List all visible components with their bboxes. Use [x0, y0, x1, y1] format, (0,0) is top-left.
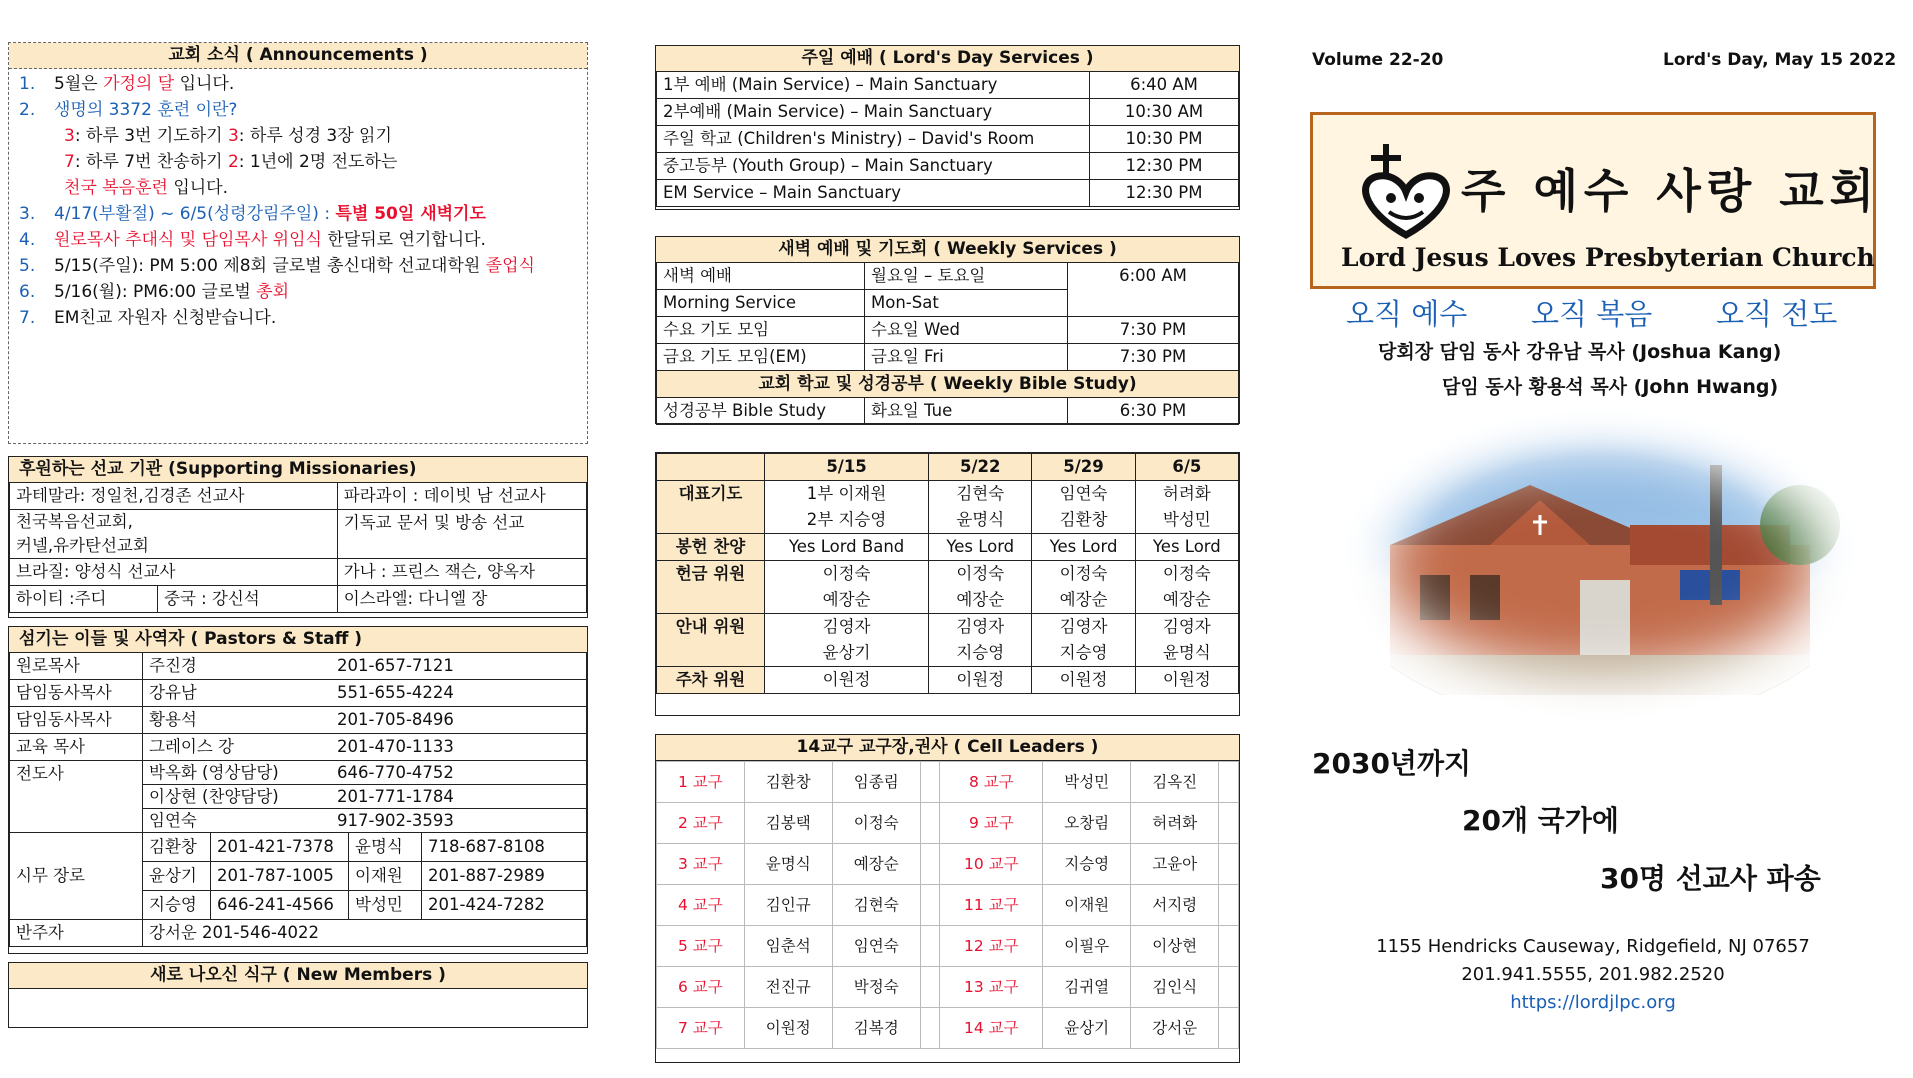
announcement-item: [19, 253, 535, 279]
schedule-row: [657, 614, 1239, 667]
service-time: 7:30 PM: [1068, 344, 1239, 371]
service-row: [657, 72, 1239, 99]
staff-row: [10, 653, 587, 680]
schedule-cell: [765, 667, 929, 694]
announcement-text: : 하루 7번 찬송하기: [74, 152, 228, 172]
schedule-person: 이정숙: [1162, 564, 1211, 583]
leader-name: 김현숙: [832, 885, 920, 926]
schedule-person: 예장순: [956, 590, 1005, 609]
announcement-text: : 하루 성경 3장 읽기: [238, 126, 392, 146]
schedule-person: 김환창: [1059, 510, 1108, 529]
weekly-table: [656, 262, 1239, 425]
cell-leaders-panel: [655, 734, 1240, 1063]
slogan-item: 오직 복음: [1531, 297, 1653, 331]
new-members-title: 새로 나오신 식구 ( New Members ): [9, 963, 587, 989]
announcement-text: 총회: [256, 282, 290, 302]
service-name: 2부예배 (Main Service) – Main Sanctuary: [657, 99, 1090, 126]
schedule-person: 허려화: [1162, 484, 1211, 503]
schedule-person: 박성민: [1162, 510, 1211, 529]
vision-line-3: 30명 선교사 파송: [1600, 862, 1821, 895]
leader-name: 김복경: [832, 1008, 920, 1049]
date-label: Lord's Day, May 15 2022: [1663, 50, 1897, 70]
missionaries-title: 후원하는 선교 기관 (Supporting Missionaries): [9, 457, 587, 483]
schedule-person: 2부 지승영: [806, 510, 887, 529]
missionaries-panel: [8, 456, 588, 618]
announcement-text: : 1년에 2명 전도하는: [238, 152, 398, 172]
service-time: 6:00 AM: [1068, 263, 1239, 317]
schedule-person: 예장순: [822, 590, 871, 609]
schedule-person: 김영자: [1162, 617, 1211, 636]
district-label: 2 교구: [657, 803, 745, 844]
staff-row: [10, 707, 587, 734]
service-day: 월요일 – 토요일: [865, 263, 1068, 290]
schedule-table: [656, 453, 1239, 694]
district-label: 7 교구: [657, 1008, 745, 1049]
service-day: 금요일 Fri: [865, 344, 1068, 371]
service-name: EM Service – Main Sanctuary: [657, 180, 1090, 207]
missionary-text: 커넬,유카탄선교회: [16, 536, 149, 555]
schedule-corner: [657, 454, 765, 481]
schedule-person: 김영자: [956, 617, 1005, 636]
leader-name: 지승영: [1043, 844, 1131, 885]
schedule-person: 지승영: [956, 643, 1005, 662]
staff-role: 시무 장로: [10, 833, 143, 920]
staff-info: [143, 761, 587, 785]
schedule-cell: [1135, 481, 1238, 534]
schedule-cell: [929, 561, 1032, 614]
cell-leaders-table: [656, 761, 1239, 1049]
schedule-row-label: 봉헌 찬양: [657, 534, 765, 561]
senior-pastor: 당회장 담임 동사 강유남 목사 (Joshua Kang): [1378, 341, 1782, 363]
announcement-number: 7.: [19, 308, 36, 328]
leader-name: 이정숙: [832, 803, 920, 844]
announcement-text: : 하루 3번 기도하기: [74, 126, 228, 146]
staff-row: [10, 833, 587, 862]
staff-phone: 917-902-3593: [337, 811, 454, 830]
missionary-cell: 중국 : 강신석: [158, 586, 338, 613]
schedule-cell: [929, 534, 1032, 561]
schedule-person: Yes Lord: [946, 537, 1015, 556]
empty-cell: [1219, 803, 1239, 844]
bible-study-title: 교회 학교 및 성경공부 ( Weekly Bible Study): [657, 371, 1239, 398]
district-label: 10 교구: [940, 844, 1043, 885]
leader-name: 강서운: [1131, 1008, 1219, 1049]
slogan-item: 오직 예수: [1346, 297, 1468, 331]
missionaries-table: [9, 482, 587, 613]
schedule-row: [657, 481, 1239, 534]
announcement-number: 4.: [19, 230, 36, 250]
schedule-person: 임연숙: [1059, 484, 1108, 503]
schedule-row: [657, 534, 1239, 561]
schedule-person: 김영자: [822, 617, 871, 636]
schedule-date: 5/15: [765, 454, 929, 481]
service-day: 화요일 Tue: [865, 398, 1068, 425]
missionary-cell: 파라과이 : 데이빗 남 선교사: [337, 483, 586, 510]
service-row: [657, 153, 1239, 180]
vision-line-1: 2030년까지: [1312, 747, 1472, 780]
schedule-person: 윤명식: [1162, 643, 1211, 662]
announcement-text: 5/15(주일): PM 5:00 제8회 글로벌 총신대학 선교대학원: [54, 256, 486, 276]
cell-leaders-title: 14교구 교구장,권사 ( Cell Leaders ): [656, 735, 1239, 761]
announcement-text: 5/16(월): PM6:00 글로벌: [54, 282, 257, 302]
district-label: 11 교구: [940, 885, 1043, 926]
leader-name: 임연숙: [832, 926, 920, 967]
schedule-person: 1부 이재원: [806, 484, 887, 503]
elder-name: 이재원: [349, 862, 422, 891]
weekly-panel: [655, 236, 1240, 424]
leader-name: 서지령: [1131, 885, 1219, 926]
logo-english-name: Lord Jesus Loves Presbyterian Church: [1341, 243, 1875, 272]
schedule-date: 5/29: [1032, 454, 1135, 481]
schedule-date: 6/5: [1135, 454, 1238, 481]
staff-name: 황용석: [149, 710, 197, 729]
slogan-item: 오직 전도: [1716, 297, 1838, 331]
announcement-number: 2.: [19, 100, 36, 120]
staff-role: 반주자: [10, 920, 143, 947]
empty-cell: [1219, 1008, 1239, 1049]
staff-name: 이상현 (찬양담당): [149, 787, 279, 806]
empty-cell: [920, 762, 940, 803]
empty-cell: [1219, 885, 1239, 926]
leader-name: 고윤아: [1131, 844, 1219, 885]
missionary-cell: 이스라엘: 다니엘 장: [337, 586, 586, 613]
staff-panel: [8, 626, 588, 954]
service-time: 12:30 PM: [1090, 180, 1239, 207]
cell-leader-row: [657, 762, 1239, 803]
missionary-cell: 브라질: 양성식 선교사: [10, 559, 338, 586]
announcement-text: EM친교 자원자 신청받습니다.: [54, 308, 277, 328]
elder-phone: 718-687-8108: [422, 833, 587, 862]
leader-name: 김옥진: [1131, 762, 1219, 803]
district-label: 13 교구: [940, 967, 1043, 1008]
staff-info: [143, 734, 587, 761]
service-time: 7:30 PM: [1068, 317, 1239, 344]
service-day: Mon-Sat: [865, 290, 1068, 317]
announcement-number: 1.: [19, 74, 36, 94]
empty-cell: [920, 803, 940, 844]
announcement-text: 원로목사 추대식 및 담임목사 위임식: [54, 230, 322, 250]
announcement-number: 6.: [19, 282, 36, 302]
announcement-number: 5.: [19, 256, 36, 276]
missionary-cell: 과테말라: 정일천,김경존 선교사: [10, 483, 338, 510]
announcement-item: [19, 71, 234, 97]
staff-row: [10, 920, 587, 947]
schedule-date: 5/22: [929, 454, 1032, 481]
schedule-panel: [655, 452, 1240, 716]
district-label: 8 교구: [940, 762, 1043, 803]
schedule-person: 윤상기: [822, 643, 871, 662]
leader-name: 이재원: [1043, 885, 1131, 926]
schedule-person: 예장순: [1162, 590, 1211, 609]
elder-phone: 201-887-2989: [422, 862, 587, 891]
service-time: 6:30 PM: [1068, 398, 1239, 425]
church-website-link[interactable]: https://lordjlpc.org: [1510, 992, 1676, 1013]
staff-row: [10, 734, 587, 761]
schedule-header-row: [657, 454, 1239, 481]
church-phones: 201.941.5555, 201.982.2520: [1461, 964, 1725, 985]
missionary-cell: 기독교 문서 및 방송 선교: [337, 510, 586, 559]
cell-leader-row: [657, 885, 1239, 926]
staff-info: 강서운 201-546-4022: [143, 920, 587, 947]
announcement-item: [19, 201, 486, 227]
schedule-cell: [765, 534, 929, 561]
staff-row: [10, 680, 587, 707]
announcements-title: 교회 소식 ( Announcements ): [9, 43, 587, 69]
leader-name: 이원정: [744, 1008, 832, 1049]
district-label: 3 교구: [657, 844, 745, 885]
staff-info: [143, 707, 587, 734]
announcement-text: 가정의 달: [103, 74, 175, 94]
announcement-text: 한달뒤로 연기합니다.: [321, 230, 486, 250]
empty-cell: [1219, 926, 1239, 967]
announcement-item: [19, 279, 289, 305]
leader-name: 전진규: [744, 967, 832, 1008]
lords-day-panel: [655, 45, 1240, 210]
cell-leader-row: [657, 1008, 1239, 1049]
leader-name: 허려화: [1131, 803, 1219, 844]
staff-role: 원로목사: [10, 653, 143, 680]
staff-role: 교육 목사: [10, 734, 143, 761]
staff-info: [143, 785, 587, 809]
announcement-text: 3: [64, 126, 75, 146]
district-label: 9 교구: [940, 803, 1043, 844]
service-row: [657, 99, 1239, 126]
staff-name: 주진경: [149, 656, 197, 675]
staff-role: 담임동사목사: [10, 680, 143, 707]
district-label: 6 교구: [657, 967, 745, 1008]
announcement-item: [19, 123, 392, 149]
service-name: 중고등부 (Youth Group) – Main Sanctuary: [657, 153, 1090, 180]
service-name: 수요 기도 모임: [657, 317, 865, 344]
schedule-row: [657, 667, 1239, 694]
vision-line-2: 20개 국가에: [1462, 804, 1619, 837]
leader-name: 이필우: [1043, 926, 1131, 967]
staff-info: [143, 653, 587, 680]
service-time: 12:30 PM: [1090, 153, 1239, 180]
schedule-person: 이원정: [822, 670, 871, 689]
staff-phone: 201-771-1784: [337, 787, 454, 806]
schedule-person: Yes Lord: [1049, 537, 1118, 556]
empty-cell: [920, 1008, 940, 1049]
district-label: 1 교구: [657, 762, 745, 803]
schedule-person: 예장순: [1059, 590, 1108, 609]
schedule-cell: [1032, 561, 1135, 614]
elder-phone: 201-424-7282: [422, 891, 587, 920]
elder-phone: 201-421-7378: [211, 833, 349, 862]
leader-name: 이상현: [1131, 926, 1219, 967]
announcement-number: 3.: [19, 204, 36, 224]
district-label: 14 교구: [940, 1008, 1043, 1049]
service-name: Morning Service: [657, 290, 865, 317]
leader-name: 윤명식: [744, 844, 832, 885]
announcement-item: [19, 305, 276, 331]
schedule-row-label: 안내 위원: [657, 614, 765, 667]
co-pastor: 담임 동사 황용석 목사 (John Hwang): [1442, 376, 1779, 398]
schedule-row-label: 대표기도: [657, 481, 765, 534]
schedule-cell: [929, 481, 1032, 534]
staff-name: 강유남: [149, 683, 197, 702]
schedule-cell: [1032, 481, 1135, 534]
empty-cell: [920, 926, 940, 967]
schedule-cell: [929, 667, 1032, 694]
elder-phone: 201-787-1005: [211, 862, 349, 891]
schedule-person: 김영자: [1059, 617, 1108, 636]
leader-name: 임춘석: [744, 926, 832, 967]
volume-label: Volume 22-20: [1312, 50, 1444, 70]
missionary-cell: [10, 510, 338, 559]
schedule-person: Yes Lord Band: [788, 537, 905, 556]
elder-name: 윤명식: [349, 833, 422, 862]
announcement-text: 4/17(부활절) ~ 6/5(성령강림주일) :: [54, 204, 336, 224]
schedule-cell: [1135, 614, 1238, 667]
staff-phone: 551-655-4224: [337, 683, 454, 702]
staff-row: [10, 761, 587, 785]
staff-name: 박옥화 (영상담당): [149, 763, 279, 782]
schedule-cell: [765, 561, 929, 614]
staff-name: 그레이스 강: [149, 737, 234, 756]
empty-cell: [920, 885, 940, 926]
missionary-text: 천국복음선교회,: [16, 512, 133, 531]
weekly-title: 새벽 예배 및 기도회 ( Weekly Services ): [656, 237, 1239, 263]
service-day: 수요일 Wed: [865, 317, 1068, 344]
schedule-cell: [929, 614, 1032, 667]
staff-name: 임연숙: [149, 811, 197, 830]
announcement-text: 5월은: [54, 74, 104, 94]
service-name: 금요 기도 모임(EM): [657, 344, 865, 371]
schedule-row-label: 헌금 위원: [657, 561, 765, 614]
staff-phone: 201-657-7121: [337, 656, 454, 675]
logo-korean-name: 주 예수 사랑 교회: [1461, 164, 1881, 218]
service-name: 주일 학교 (Children's Ministry) – David's Room: [657, 126, 1090, 153]
schedule-cell: [1032, 614, 1135, 667]
leader-name: 김인규: [744, 885, 832, 926]
service-name: 성경공부 Bible Study: [657, 398, 865, 425]
cell-leader-row: [657, 844, 1239, 885]
service-time: 10:30 PM: [1090, 126, 1239, 153]
staff-info: [143, 809, 587, 833]
announcement-text: 생명의 3372 훈련 이란?: [54, 100, 238, 120]
missionary-cell: 하이티 :주디: [10, 586, 158, 613]
empty-cell: [920, 844, 940, 885]
schedule-person: 이정숙: [956, 564, 1005, 583]
schedule-person: 지승영: [1059, 643, 1108, 662]
church-building-photo: [1330, 405, 1870, 725]
schedule-person: Yes Lord: [1152, 537, 1221, 556]
announcement-item: [19, 175, 228, 201]
schedule-cell: [765, 481, 929, 534]
schedule-row-label: 주차 위원: [657, 667, 765, 694]
elder-phone: 646-241-4566: [211, 891, 349, 920]
announcement-text: 천국 복음훈련: [64, 178, 168, 198]
cell-leader-row: [657, 967, 1239, 1008]
lords-day-table: [656, 71, 1239, 207]
district-label: 5 교구: [657, 926, 745, 967]
service-row: [657, 126, 1239, 153]
elder-name: 박성민: [349, 891, 422, 920]
announcement-text: 특별 50일 새벽기도: [335, 204, 486, 224]
schedule-person: 이정숙: [1059, 564, 1108, 583]
service-time: 10:30 AM: [1090, 99, 1239, 126]
leader-name: 김인식: [1131, 967, 1219, 1008]
district-label: 4 교구: [657, 885, 745, 926]
leader-name: 임종림: [832, 762, 920, 803]
leader-name: 예장순: [832, 844, 920, 885]
service-name: 새벽 예배: [657, 263, 865, 290]
announcement-text: 입니다.: [174, 74, 235, 94]
announcement-text: 2: [227, 152, 239, 172]
district-label: 12 교구: [940, 926, 1043, 967]
schedule-person: 이원정: [956, 670, 1005, 689]
leader-name: 오창림: [1043, 803, 1131, 844]
elder-name: 윤상기: [143, 862, 211, 891]
schedule-cell: [1135, 667, 1238, 694]
announcement-item: [19, 149, 397, 175]
leader-name: 김환창: [744, 762, 832, 803]
announcement-text: 3: [227, 126, 239, 146]
schedule-cell: [765, 614, 929, 667]
schedule-row: [657, 561, 1239, 614]
staff-phone: 201-470-1133: [337, 737, 454, 756]
cell-leader-row: [657, 926, 1239, 967]
announcement-item: [19, 227, 486, 253]
leader-name: 김귀열: [1043, 967, 1131, 1008]
leader-name: 박성민: [1043, 762, 1131, 803]
staff-phone: 201-705-8496: [337, 710, 454, 729]
announcements-panel: [8, 42, 588, 444]
leader-name: 박정숙: [832, 967, 920, 1008]
announcement-text: 졸업식: [485, 256, 535, 276]
schedule-person: 이정숙: [822, 564, 871, 583]
announcement-text: 입니다.: [167, 178, 229, 198]
staff-info: [143, 680, 587, 707]
empty-cell: [1219, 844, 1239, 885]
elder-name: 지승영: [143, 891, 211, 920]
lords-day-title: 주일 예배 ( Lord's Day Services ): [656, 46, 1239, 72]
empty-cell: [920, 967, 940, 1008]
missionary-cell: 가나 : 프린스 잭슨, 양옥자: [337, 559, 586, 586]
schedule-cell: [1135, 534, 1238, 561]
staff-role: 담임동사목사: [10, 707, 143, 734]
new-members-panel: [8, 962, 588, 1028]
announcement-item: [19, 97, 237, 123]
church-address: 1155 Hendricks Causeway, Ridgefield, NJ 07657: [1376, 936, 1810, 957]
announcement-text: 7: [64, 152, 75, 172]
cell-leader-row: [657, 803, 1239, 844]
heart-cross-icon: [1351, 140, 1461, 250]
elder-name: 김환창: [143, 833, 211, 862]
service-row: [657, 180, 1239, 207]
schedule-cell: [1032, 534, 1135, 561]
staff-role: 전도사: [10, 761, 143, 833]
leader-name: 김봉택: [744, 803, 832, 844]
schedule-cell: [1135, 561, 1238, 614]
schedule-person: 이원정: [1162, 670, 1211, 689]
schedule-person: 김현숙: [956, 484, 1005, 503]
church-logo-box: [1310, 112, 1881, 289]
service-time: 6:40 AM: [1090, 72, 1239, 99]
empty-cell: [1219, 762, 1239, 803]
staff-title: 섬기는 이들 및 사역자 ( Pastors & Staff ): [9, 627, 587, 653]
staff-phone: 646-770-4752: [337, 763, 454, 782]
staff-table: [9, 652, 587, 947]
schedule-person: 이원정: [1059, 670, 1108, 689]
leader-name: 윤상기: [1043, 1008, 1131, 1049]
schedule-cell: [1032, 667, 1135, 694]
empty-cell: [1219, 967, 1239, 1008]
schedule-person: 윤명식: [956, 510, 1005, 529]
service-name: 1부 예배 (Main Service) – Main Sanctuary: [657, 72, 1090, 99]
